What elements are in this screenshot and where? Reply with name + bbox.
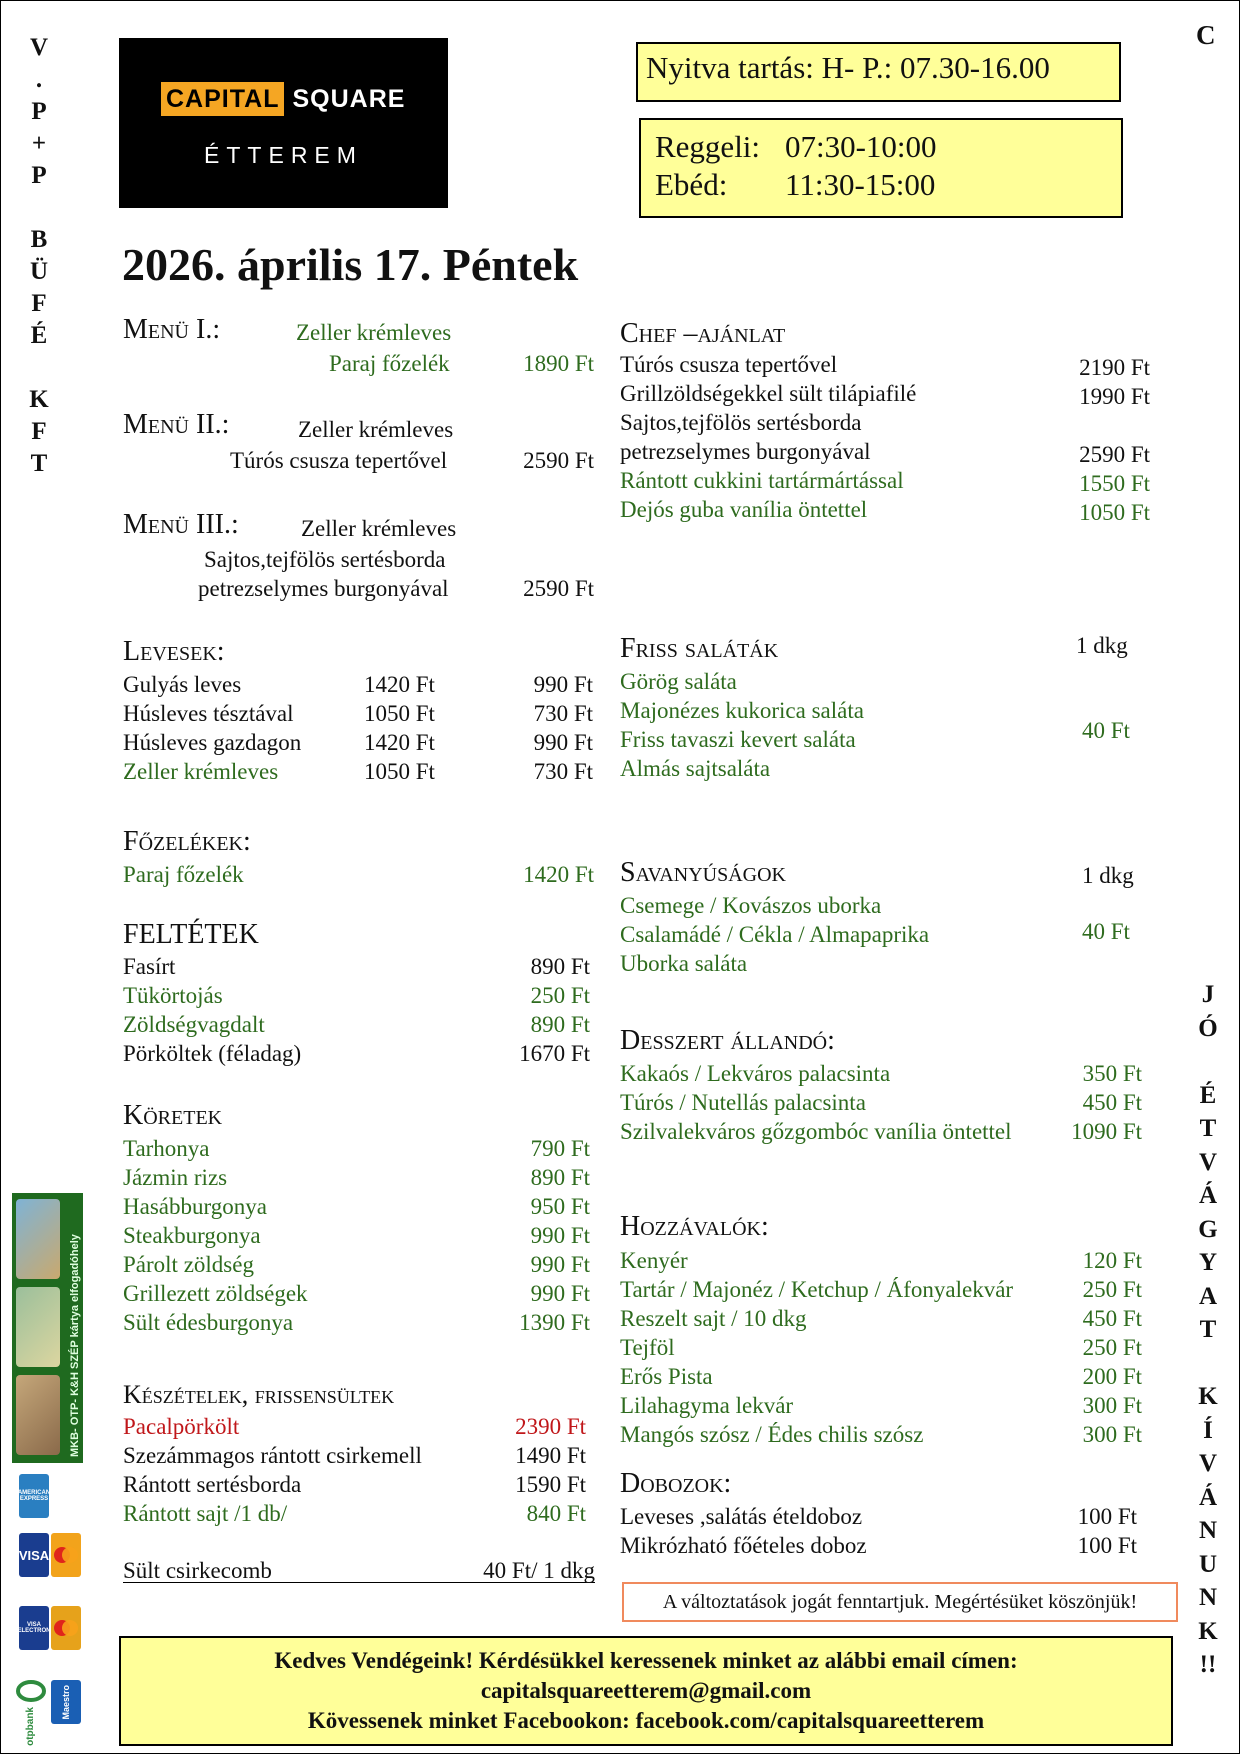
list-item xyxy=(620,437,1150,466)
vertical-letter: J xyxy=(1201,981,1215,1008)
item-price: 1590 Ft xyxy=(515,1472,586,1497)
item-price: 790 Ft xyxy=(530,1136,590,1161)
vertical-letter: F xyxy=(31,290,47,317)
item-price: 100 Ft xyxy=(1077,1533,1137,1558)
item-name: Hasábburgonya xyxy=(123,1194,267,1219)
vertical-letter: K xyxy=(29,386,49,413)
footer-line-1: Kedves Vendégeink! Kérdésükkel keressenek minket az alábbi email címen: xyxy=(274,1648,1018,1673)
vertical-letter: É xyxy=(1199,1081,1217,1109)
item-name: Rántott cukkini tartármártással xyxy=(620,468,904,493)
disclaimer-note: A változtatások jogát fenntartjuk. Megértésüket köszönjük! xyxy=(622,1582,1178,1622)
lunch-label: Ebéd: xyxy=(655,167,728,202)
item-name: Kakaós / Lekváros palacsinta xyxy=(620,1061,891,1086)
item-name: Pörköltek (féladag) xyxy=(123,1041,302,1066)
pickles-list xyxy=(620,891,929,978)
item-name: Pacalpörkölt xyxy=(123,1414,240,1439)
maestro-icon xyxy=(51,1680,81,1724)
item-price: 2590 Ft xyxy=(1079,442,1150,467)
list-item xyxy=(620,1502,1137,1531)
item-price-full: 1050 Ft xyxy=(364,701,435,726)
list-item xyxy=(620,1304,1142,1333)
menu-3-main-2: petrezselymes burgonyával xyxy=(198,576,449,601)
list-item xyxy=(123,1134,590,1163)
lunch-time: 11:30-15:00 xyxy=(785,167,936,202)
salads-list xyxy=(620,667,864,783)
item-price-half: 990 Ft xyxy=(533,730,593,755)
greeting-vertical-label xyxy=(1193,978,1223,1682)
list-item xyxy=(123,699,593,728)
item-price: 100 Ft xyxy=(1077,1504,1137,1529)
list-item xyxy=(620,1362,1142,1391)
corner-letter: C xyxy=(1196,20,1216,50)
menu-1-title: Menü I.: xyxy=(123,314,221,345)
visa-card-icon: VISA xyxy=(19,1533,49,1577)
soups-list xyxy=(123,670,593,786)
ready-meals-title: Készételek, frissensültek xyxy=(123,1380,395,1409)
item-name: Szezámmagos rántott csirkemell xyxy=(123,1443,422,1468)
list-item xyxy=(123,1221,590,1250)
vertical-letter: K xyxy=(1198,1383,1218,1410)
otp-label: otpbank xyxy=(25,1707,36,1746)
item-price: 1670 Ft xyxy=(519,1041,590,1066)
desserts-list xyxy=(620,1059,1142,1146)
item-price: 40 Ft/ 1 dkg xyxy=(483,1558,595,1583)
item-price: 1090 Ft xyxy=(1071,1119,1142,1144)
item-price: 200 Ft xyxy=(1082,1364,1142,1389)
menu-2-main: Túrós csusza tepertővel xyxy=(230,448,448,473)
item-name: Jázmin rizs xyxy=(123,1165,228,1190)
item-price: 450 Ft xyxy=(1082,1090,1142,1115)
toppings-title: FELTÉTEK xyxy=(123,919,259,950)
szep-photo-2 xyxy=(16,1287,60,1367)
menu-3-title: Menü III.: xyxy=(123,509,239,540)
vertical-letter: V xyxy=(1198,1450,1218,1477)
meal-hours-box xyxy=(639,118,1123,218)
item-price-full: 1050 Ft xyxy=(364,759,435,784)
item-price-half: 730 Ft xyxy=(533,759,593,784)
item-name: Steakburgonya xyxy=(123,1223,261,1248)
list-item: Csalamádé / Cékla / Almapaprika xyxy=(620,922,930,947)
list-item xyxy=(620,1246,1142,1275)
toppings-list xyxy=(123,952,590,1068)
item-name: Tükörtojás xyxy=(123,983,223,1008)
item-name: Húsleves tésztával xyxy=(123,701,294,726)
vertical-letter: V xyxy=(1198,1148,1218,1176)
list-item xyxy=(620,379,1150,408)
item-name: Sült édesburgonya xyxy=(123,1310,294,1335)
list-item xyxy=(123,1163,590,1192)
list-item xyxy=(123,757,593,786)
visa-electron-icon: VISA ELECTRON xyxy=(19,1606,49,1650)
side-dishes-title: Köretek xyxy=(123,1100,223,1131)
vertical-letter: + xyxy=(31,130,47,157)
item-price: 450 Ft xyxy=(1082,1306,1142,1331)
list-item xyxy=(123,1412,586,1441)
breakfast-time: 07:30-10:00 xyxy=(785,129,937,164)
logo-brand-b: SQUARE xyxy=(292,84,406,113)
szep-photo-3 xyxy=(16,1375,60,1455)
salads-unit: 1 dkg xyxy=(1076,633,1128,658)
vertical-letter xyxy=(1193,1347,1223,1381)
item-price: 1550 Ft xyxy=(1079,471,1150,496)
vertical-letter: B xyxy=(30,226,48,253)
item-name: Reszelt sajt / 10 dkg xyxy=(620,1306,807,1331)
item-price: 990 Ft xyxy=(530,1223,590,1248)
vertical-letter xyxy=(1193,1045,1223,1079)
list-item: Friss tavaszi kevert saláta xyxy=(620,727,856,752)
item-price-half: 730 Ft xyxy=(533,701,593,726)
vertical-letter: T xyxy=(1199,1316,1217,1343)
item-name: Grillezett zöldségek xyxy=(123,1281,308,1306)
item-price: 890 Ft xyxy=(530,1165,590,1190)
item-price-full: 1420 Ft xyxy=(364,730,435,755)
vertical-letter xyxy=(24,352,54,384)
item-name: Leveses ,salátás ételdoboz xyxy=(620,1504,863,1529)
menu-2-soup: Zeller krémleves xyxy=(298,417,454,442)
item-price: 840 Ft xyxy=(526,1501,586,1526)
breakfast-label: Reggeli: xyxy=(655,129,761,164)
menu-3-soup: Zeller krémleves xyxy=(301,516,457,541)
item-name: Sült csirkecomb xyxy=(123,1558,272,1583)
item-name: Erős Pista xyxy=(620,1364,713,1389)
list-item xyxy=(123,1250,590,1279)
pickles-title: Savanyúságok xyxy=(620,857,786,888)
list-item xyxy=(123,670,593,699)
vertical-letter: Y xyxy=(1198,1249,1218,1276)
logo-brand-a: CAPITAL xyxy=(161,82,284,116)
item-price-half: 990 Ft xyxy=(533,672,593,697)
pickles-unit: 1 dkg xyxy=(1082,863,1134,888)
item-price: 250 Ft xyxy=(1082,1277,1142,1302)
list-item: Csemege / Kovászos uborka xyxy=(620,893,882,918)
restaurant-logo xyxy=(119,38,448,208)
vertical-letter: T xyxy=(1199,1115,1217,1142)
item-price: 890 Ft xyxy=(530,1012,590,1037)
list-item xyxy=(123,1308,590,1337)
vertical-letter: K xyxy=(1198,1617,1218,1645)
item-name: Rántott sajt /1 db/ xyxy=(123,1501,288,1526)
vertical-letter: V xyxy=(29,34,49,61)
vertical-letter: N xyxy=(1198,1584,1218,1611)
vertical-letter xyxy=(24,192,54,224)
contact-footer xyxy=(119,1636,1173,1746)
item-price: 250 Ft xyxy=(1082,1335,1142,1360)
item-price: 1390 Ft xyxy=(519,1310,590,1335)
item-price: 890 Ft xyxy=(530,954,590,979)
item-price: 1420 Ft xyxy=(523,862,594,887)
salads-title: Friss saláták xyxy=(620,633,779,664)
item-name: Zeller krémleves xyxy=(123,759,279,784)
item-name: Fasírt xyxy=(123,954,176,979)
pickles-price: 40 Ft xyxy=(1082,919,1130,944)
vertical-letter: P xyxy=(31,162,47,189)
vertical-letter: U xyxy=(1198,1550,1218,1578)
menu-1-main: Paraj főzelék xyxy=(329,351,450,376)
extras-title: Hozzávalók: xyxy=(620,1211,769,1242)
vertical-letter: É xyxy=(30,322,48,349)
list-item: Uborka saláta xyxy=(620,951,748,976)
list-item xyxy=(123,1470,586,1499)
item-price-full: 1420 Ft xyxy=(364,672,435,697)
vertical-letter: Á xyxy=(1198,1483,1218,1511)
item-price: 2390 Ft xyxy=(515,1414,586,1439)
company-vertical-label xyxy=(24,32,54,480)
extras-list xyxy=(620,1246,1142,1449)
item-price: 250 Ft xyxy=(530,983,590,1008)
list-item xyxy=(123,1441,586,1470)
side-dishes-list xyxy=(123,1134,590,1337)
list-item xyxy=(123,1279,590,1308)
vertical-letter: G xyxy=(1198,1215,1218,1243)
list-item xyxy=(620,495,1150,524)
otp-logo xyxy=(16,1680,46,1746)
item-name: Rántott sertésborda xyxy=(123,1472,302,1497)
chicken-leg-row xyxy=(123,1556,595,1583)
list-item: Majonézes kukorica saláta xyxy=(620,698,864,723)
szep-photo-1 xyxy=(16,1199,60,1279)
list-item xyxy=(620,1391,1142,1420)
szep-text: MKB- OTP- K&H SZÉP kártya elfogadóhely xyxy=(69,1234,81,1457)
item-price: 1050 Ft xyxy=(1079,500,1150,525)
menu-2-price: 2590 Ft xyxy=(523,448,594,473)
opening-hours: Nyitva tartás: H- P.: 07.30-16.00 xyxy=(646,50,1050,85)
vertical-letter: Á xyxy=(1198,1182,1218,1209)
vertical-letter: T xyxy=(30,450,48,477)
list-item xyxy=(620,408,1150,437)
item-name: petrezselymes burgonyával xyxy=(620,439,871,464)
page-title: 2026. április 17. Péntek xyxy=(122,239,579,290)
item-price: 990 Ft xyxy=(530,1252,590,1277)
menu-3-price: 2590 Ft xyxy=(523,576,594,601)
item-name: Dejós guba vanília öntettel xyxy=(620,497,868,522)
menu-3-main-1: Sajtos,tejfölös sertésborda xyxy=(204,547,446,572)
list-item xyxy=(620,350,1150,379)
boxes-list xyxy=(620,1502,1137,1560)
item-name: Tejföl xyxy=(620,1335,675,1360)
footer-facebook[interactable]: Kövessenek minket Facebookon: facebook.com/capitalsquareetterem xyxy=(307,1708,985,1733)
list-item: Almás sajtsaláta xyxy=(620,756,771,781)
list-item xyxy=(123,1010,590,1039)
list-item xyxy=(620,1059,1142,1088)
list-item xyxy=(123,952,590,981)
list-item: Paraj főzelék xyxy=(123,862,244,887)
list-item xyxy=(123,981,590,1010)
list-item xyxy=(620,1420,1142,1449)
item-name: Kenyér xyxy=(620,1248,688,1273)
vertical-letter: !! xyxy=(1199,1651,1217,1678)
list-item xyxy=(123,1499,586,1528)
item-name: Sajtos,tejfölös sertésborda xyxy=(620,410,862,435)
list-item xyxy=(123,1192,590,1221)
item-price: 300 Ft xyxy=(1082,1393,1142,1418)
boxes-title: Dobozok: xyxy=(620,1468,732,1499)
item-price: 1490 Ft xyxy=(515,1443,586,1468)
list-item xyxy=(620,1531,1137,1560)
vertical-letter: Ó xyxy=(1198,1014,1218,1042)
list-item xyxy=(620,1275,1142,1304)
vertical-letter: F xyxy=(31,418,47,445)
chef-special-list xyxy=(620,350,1150,524)
list-item xyxy=(123,1039,590,1068)
item-name: Tartár / Majonéz / Ketchup / Áfonyalekvár xyxy=(620,1277,1014,1302)
menu-1-price: 1890 Ft xyxy=(523,351,594,376)
mastercard-icon xyxy=(51,1533,81,1577)
salads-price: 40 Ft xyxy=(1082,718,1130,743)
szep-card-banner xyxy=(12,1193,83,1463)
list-item xyxy=(620,466,1150,495)
item-name: Gulyás leves xyxy=(123,672,242,697)
opening-hours-box xyxy=(636,42,1121,102)
item-name: Lilahagyma lekvár xyxy=(620,1393,794,1418)
item-name: Párolt zöldség xyxy=(123,1252,254,1277)
list-item xyxy=(620,1117,1142,1146)
item-price: 1990 Ft xyxy=(1079,384,1150,409)
chef-special-title: Chef –ajánlat xyxy=(620,318,786,349)
amex-card-icon: AMERICAN EXPRESS xyxy=(19,1474,49,1518)
item-name: Zöldségvagdalt xyxy=(123,1012,265,1037)
item-price: 350 Ft xyxy=(1082,1061,1142,1086)
list-item xyxy=(620,1088,1142,1117)
list-item: Görög saláta xyxy=(620,669,737,694)
footer-email[interactable]: capitalsquareetterem@gmail.com xyxy=(480,1678,812,1703)
item-name: Tarhonya xyxy=(123,1136,210,1161)
item-name: Mikrózható főételes doboz xyxy=(620,1533,867,1558)
vertical-letter: . xyxy=(35,66,43,93)
ready-meals-list xyxy=(123,1412,586,1528)
mastercard-icon-2 xyxy=(51,1606,81,1650)
item-name: Grillzöldségekkel sült tilápiafilé xyxy=(620,381,917,406)
item-price: 2190 Ft xyxy=(1079,355,1150,380)
desserts-title: Desszert állandó: xyxy=(620,1025,835,1056)
vertical-letter: Ü xyxy=(29,258,49,285)
item-price: 950 Ft xyxy=(530,1194,590,1219)
list-item xyxy=(620,1333,1142,1362)
maestro-label: Maestro xyxy=(61,1684,71,1720)
vegetable-stews-title: Főzelékek: xyxy=(123,826,251,857)
item-name: Túrós / Nutellás palacsinta xyxy=(620,1090,866,1115)
vertical-letter: Í xyxy=(1203,1416,1213,1444)
vertical-letter: P xyxy=(31,98,47,125)
vertical-letter: N xyxy=(1198,1517,1218,1544)
soups-title: Levesek: xyxy=(123,636,225,667)
item-name: Mangós szósz / Édes chilis szósz xyxy=(620,1422,924,1447)
menu-1-soup: Zeller krémleves xyxy=(296,320,452,345)
logo-subtitle: ÉTTEREM xyxy=(204,142,363,168)
item-name: Szilvalekváros gőzgombóc vanília öntettel xyxy=(620,1119,1012,1144)
vertical-letter: A xyxy=(1198,1282,1218,1310)
item-price: 300 Ft xyxy=(1082,1422,1142,1447)
item-price: 990 Ft xyxy=(530,1281,590,1306)
list-item xyxy=(123,728,593,757)
item-name: Húsleves gazdagon xyxy=(123,730,302,755)
menu-2-title: Menü II.: xyxy=(123,409,230,440)
item-name: Túrós csusza tepertővel xyxy=(620,352,838,377)
item-price: 120 Ft xyxy=(1082,1248,1142,1273)
